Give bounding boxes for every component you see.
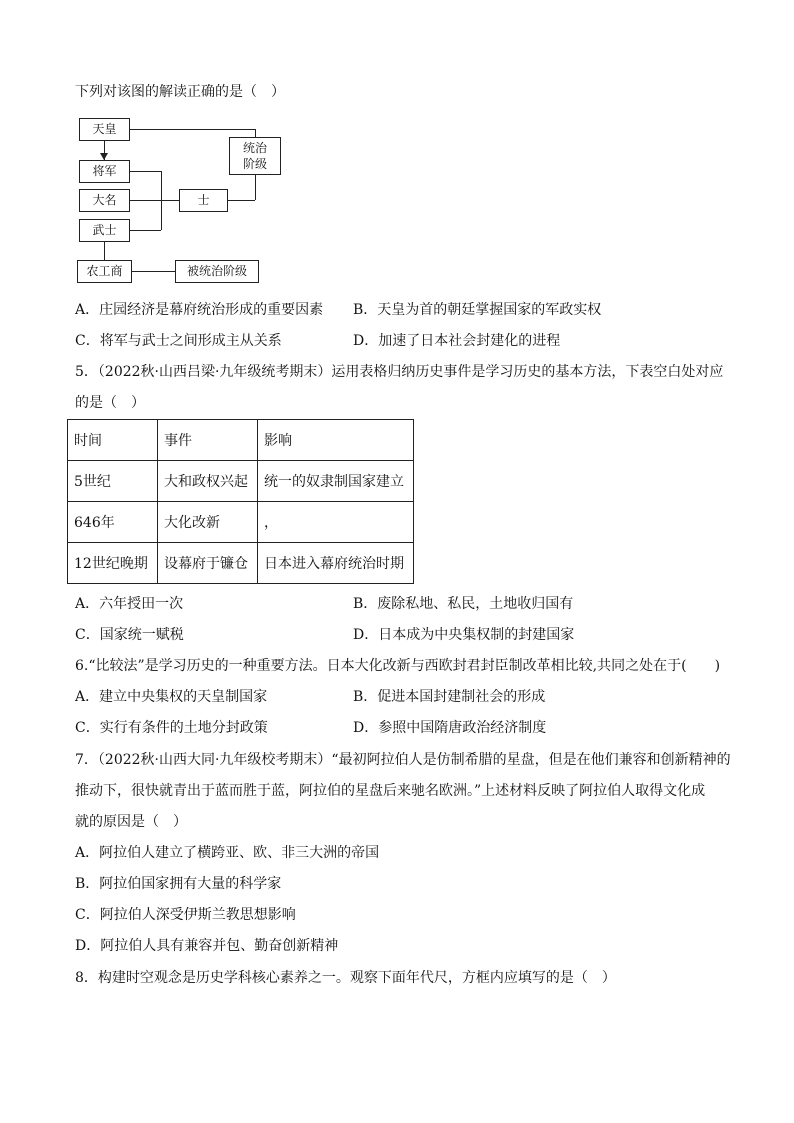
question-6-options-row-1 xyxy=(75,687,735,707)
history-table xyxy=(67,419,414,584)
table-cell: 统一的奴隶制国家建立 xyxy=(258,461,414,502)
ruling-class-line-1: 统治 xyxy=(242,141,267,155)
q5-option-c[interactable]: C．国家统一赋税 xyxy=(75,627,184,643)
q6-option-a[interactable]: A．建立中央集权的天皇制国家 xyxy=(75,689,268,705)
peasants-box: 农工商 xyxy=(77,260,132,283)
q4-option-c[interactable]: C．将军与武士之间形成主从关系 xyxy=(75,333,282,349)
emperor-box: 天皇 xyxy=(79,118,130,141)
table-cell-blank: ， xyxy=(258,502,414,543)
table-cell: 646年 xyxy=(68,502,158,543)
q7-option-b[interactable]: B．阿拉伯国家拥有大量的科学家 xyxy=(75,876,282,892)
q6-option-c[interactable]: C．实行有条件的土地分封政策 xyxy=(75,720,268,736)
connector-emperor-ruling xyxy=(130,129,255,130)
table-cell: 12世纪晚期 xyxy=(68,543,158,584)
table-cell: 设幕府于镰仓 xyxy=(158,543,258,584)
shi-box: 士 xyxy=(179,189,228,212)
ruled-class-box: 被统治阶级 xyxy=(175,260,259,283)
question-4-options-row-1 xyxy=(75,300,735,320)
table-header-time: 时间 xyxy=(68,420,158,461)
ruling-class-box xyxy=(229,137,281,175)
connector-shi-ruling xyxy=(228,200,255,201)
question-5-options-row-1 xyxy=(75,594,735,614)
ruling-class-line-2: 阶级 xyxy=(242,157,267,171)
table-cell: 大化改新 xyxy=(158,502,258,543)
connector-samurai-peasants xyxy=(104,242,105,260)
question-4-options-row-2 xyxy=(75,331,735,351)
arrow-down-icon xyxy=(100,153,108,160)
question-7-stem-line-2: 推动下，很快就青出于蓝而胜于蓝，阿拉伯的星盘后来驰名欧洲。”上述材料反映了阿拉伯人取得文化成 xyxy=(75,783,706,799)
question-5-stem-line-1: 5．（2022秋·山西吕梁·九年级统考期末）运用表格归纳历史事件是学习历史的基本方法，下表空白处对应 xyxy=(75,364,724,380)
connector-shogun-bracket xyxy=(130,171,161,172)
q4-option-a[interactable]: A．庄园经济是幕府统治形成的重要因素 xyxy=(75,302,324,318)
question-7-stem-line-3: 就的原因是（ ） xyxy=(75,814,187,830)
table-row xyxy=(68,461,414,502)
samurai-box: 武士 xyxy=(79,219,130,242)
table-header-impact: 影响 xyxy=(258,420,414,461)
connector-ruling-bottom xyxy=(255,175,256,200)
question-7-stem-line-1: 7．（2022秋·山西大同·九年级校考期末）“最初阿拉伯人是仿制希腊的星盘，但是在他们兼容和创新精神的 xyxy=(75,752,731,768)
question-5-options-row-2 xyxy=(75,625,735,645)
q6-option-b[interactable]: B．促进本国封建制社会的形成 xyxy=(353,689,546,705)
daimyo-box: 大名 xyxy=(79,189,130,212)
question-6-options-row-2 xyxy=(75,718,735,738)
table-row xyxy=(68,502,414,543)
table-cell: 5世纪 xyxy=(68,461,158,502)
q4-option-b[interactable]: B．天皇为首的朝廷掌握国家的军政实权 xyxy=(353,302,602,318)
question-5-stem-line-2: 的是（ ） xyxy=(75,395,145,411)
q6-option-d[interactable]: D．参照中国隋唐政治经济制度 xyxy=(353,720,547,736)
q4-option-d[interactable]: D．加速了日本社会封建化的进程 xyxy=(353,333,561,349)
connector-daimyo-shi xyxy=(130,200,179,201)
connector-peasants-ruled xyxy=(132,271,175,272)
q7-option-d[interactable]: D．阿拉伯人具有兼容并包、勤奋创新精神 xyxy=(75,938,339,954)
table-cell: 日本进入幕府统治时期 xyxy=(258,543,414,584)
q5-option-d[interactable]: D．日本成为中央集权制的封建国家 xyxy=(353,627,575,643)
connector-samurai-bracket xyxy=(130,230,161,231)
connector-ruling-top xyxy=(255,129,256,137)
table-cell: 大和政权兴起 xyxy=(158,461,258,502)
q7-option-a[interactable]: A．阿拉伯人建立了横跨亚、欧、非三大洲的帝国 xyxy=(75,845,380,861)
q7-option-c[interactable]: C．阿拉伯人深受伊斯兰教思想影响 xyxy=(75,907,296,923)
q5-option-b[interactable]: B．废除私地、私民，土地收归国有 xyxy=(353,596,574,612)
table-header-row xyxy=(68,420,414,461)
shogun-box: 将军 xyxy=(79,160,130,183)
table-header-event: 事件 xyxy=(158,420,258,461)
table-row xyxy=(68,543,414,584)
question-8-stem: 8．构建时空观念是历史学科核心素养之一。观察下面年代尺，方框内应填写的是（ ） xyxy=(75,970,616,986)
question-4-stem: 下列对该图的解读正确的是（ ） xyxy=(75,84,285,100)
q5-option-a[interactable]: A．六年授田一次 xyxy=(75,596,184,612)
question-6-stem: 6.“比较法”是学习历史的一种重要方法。日本大化改新与西欧封君封臣制改革相比较,共同之处在于( ) xyxy=(75,658,721,674)
